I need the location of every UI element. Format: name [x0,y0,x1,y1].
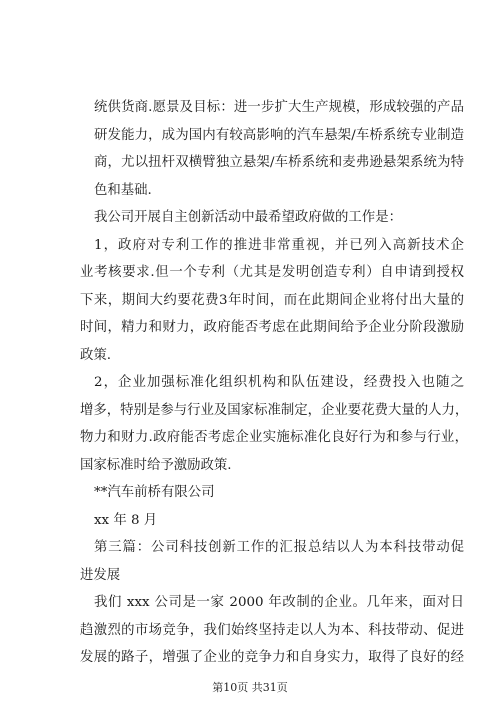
text-line-10: 政策. [80,347,112,363]
text-line-19: 我们 xxx 公司是一家 2000 年改制的企业。几年来，面对日 [94,595,464,610]
text-line-1: 统供货商.愿景及目标：进一步扩大生产规模，形成较强的产品 [94,100,464,115]
signature-date: xx 年 8 月 [94,512,158,528]
text-line-12: 增多，特别是参与行业及国家标准制定，企业要花费大量的人力， [80,402,469,418]
text-line-2: 研发能力，成为国内有较高影响的汽车悬架/车桥系统专业制造 [94,127,464,143]
text-line-13: 物力和财力.政府能否考虑企业实施标准化良好行为和参与行业， [80,430,468,445]
text-line-5: 我公司开展自主创新活动中最希望政府做的工作是： [94,210,402,225]
text-line-20: 趋激烈的市场竞争，我们始终坚持走以人为本、科技带动、促进 [80,622,464,638]
section-heading-line-1: 第三篇：公司科技创新工作的汇报总结以人为本科技带动促 [94,540,464,555]
text-line-21: 发展的路子，增强了企业的竞争力和自身实力，取得了良好的经 [80,650,464,665]
document-body [80,94,469,672]
text-line-14: 国家标准时给予激励政策. [80,457,232,473]
section-heading-line-2: 进发展 [80,567,121,583]
text-line-3: 商，尤以扭杆双横臂独立悬架/车桥系统和麦弗逊悬架系统为特 [94,155,464,170]
text-line-6: 1，政府对专利工作的推进非常重视，并已列入高新技术企 [94,237,464,253]
text-line-9: 时间，精力和财力，政府能否考虑在此期间给予企业分阶段激励 [80,320,464,335]
company-signature: **汽车前桥有限公司 [94,485,215,500]
page-number-footer: 第10页 共31页 [212,681,288,694]
text-line-8: 下来，期间大约要花费3年时间，而在此期间企业将付出大量的 [80,292,464,308]
text-line-7: 业考核要求.但一个专利（尤其是发明创造专利）自申请到授权 [80,265,464,280]
text-line-4: 色和基础. [94,182,152,198]
text-line-11: 2，企业加强标准化组织机构和队伍建设，经费投入也随之 [94,375,464,390]
